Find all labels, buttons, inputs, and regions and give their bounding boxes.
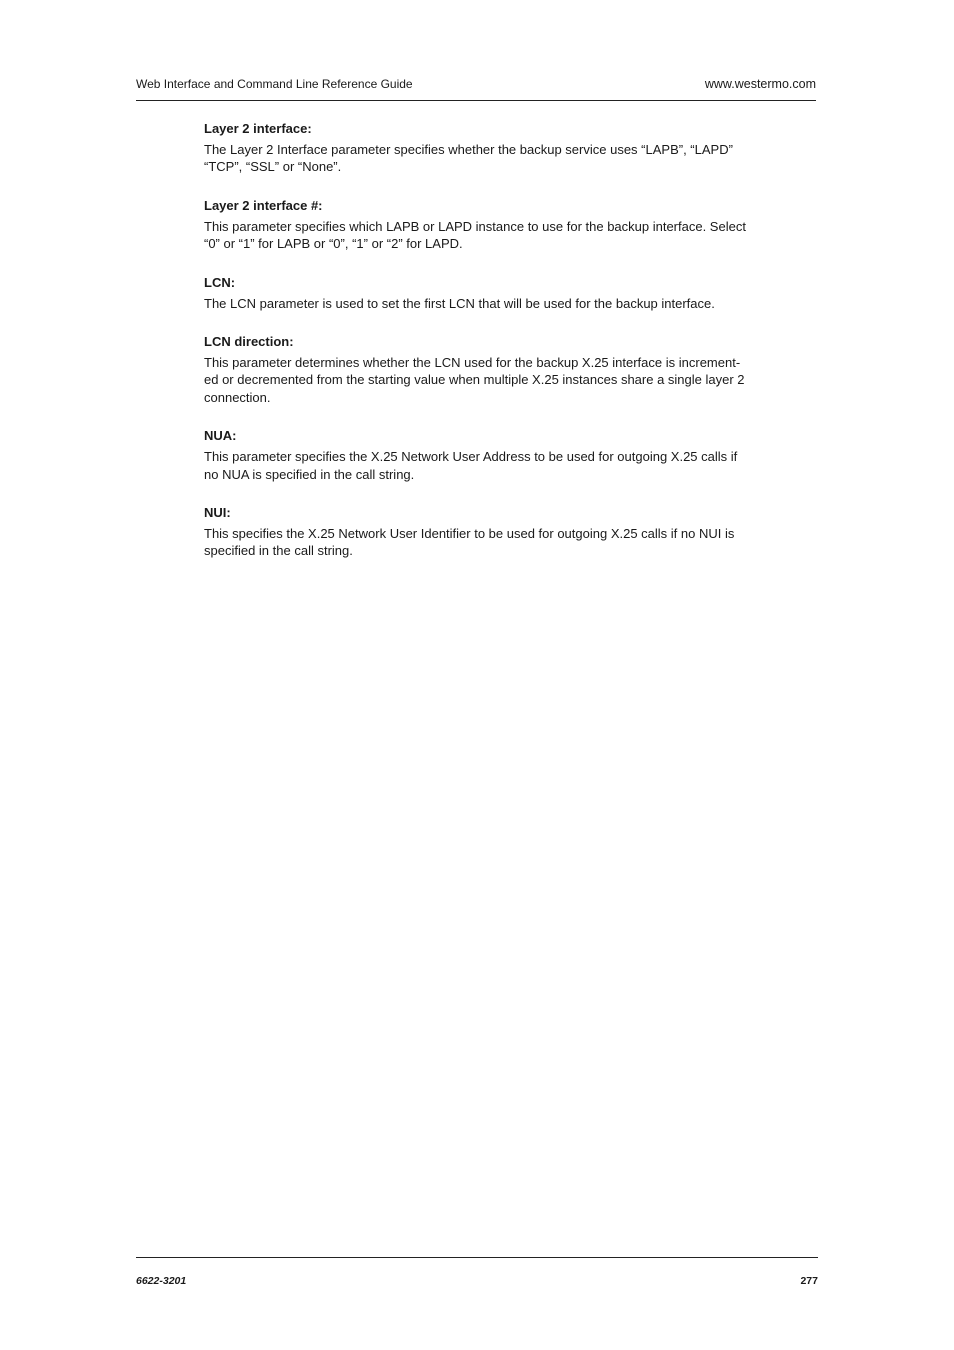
body-line: no NUA is specified in the call string. xyxy=(204,466,415,482)
section-title: Layer 2 interface #: xyxy=(204,197,323,213)
body-line: “TCP”, “SSL” or “None”. xyxy=(204,159,342,175)
body-line: This parameter specifies the X.25 Network User Address to be used for outgoing X.25 calls if xyxy=(204,449,738,465)
section-body xyxy=(204,448,766,483)
body-line: The LCN parameter is used to set the first LCN that will be used for the backup interface. xyxy=(204,295,715,311)
section-nui xyxy=(204,504,766,560)
page-number: 277 xyxy=(800,1275,818,1287)
section-body xyxy=(204,218,766,253)
section-title: NUI: xyxy=(204,505,231,521)
section-body xyxy=(204,354,766,406)
section-body xyxy=(204,295,766,312)
section-body xyxy=(204,141,766,176)
page-header xyxy=(136,76,816,101)
body-line: “0” or “1” for LAPB or “0”, “1” or “2” for LAPD. xyxy=(204,236,463,252)
section-lcn xyxy=(204,274,766,312)
body-line: connection. xyxy=(204,389,271,405)
website-link[interactable]: www.westermo.com xyxy=(704,77,816,91)
section-layer2-interface xyxy=(204,120,766,176)
section-title: LCN direction: xyxy=(204,334,294,350)
page-content xyxy=(204,120,766,581)
document-title: Web Interface and Command Line Reference Guide xyxy=(136,77,413,91)
section-title: LCN: xyxy=(204,274,236,290)
section-layer2-interface-number xyxy=(204,197,766,253)
document-number: 6622-3201 xyxy=(136,1275,187,1287)
section-nua xyxy=(204,427,766,483)
body-line: The Layer 2 Interface parameter specifies whether the backup service uses “LAPB”, “LAPD” xyxy=(204,142,733,157)
body-line: specified in the call string. xyxy=(204,543,353,559)
section-body xyxy=(204,525,766,560)
body-line: This specifies the X.25 Network User Identifier to be used for outgoing X.25 calls if no NUI is xyxy=(204,526,735,542)
body-line: This parameter determines whether the LCN used for the backup X.25 interface is increment- xyxy=(204,355,741,371)
body-line: This parameter specifies which LAPB or LAPD instance to use for the backup interface. Select xyxy=(204,218,746,234)
section-title: Layer 2 interface: xyxy=(204,121,312,136)
body-line: ed or decremented from the starting value when multiple X.25 instances share a single layer 2 xyxy=(204,372,745,388)
page-footer xyxy=(136,1257,818,1288)
section-title: NUA: xyxy=(204,428,237,444)
section-lcn-direction xyxy=(204,333,766,406)
